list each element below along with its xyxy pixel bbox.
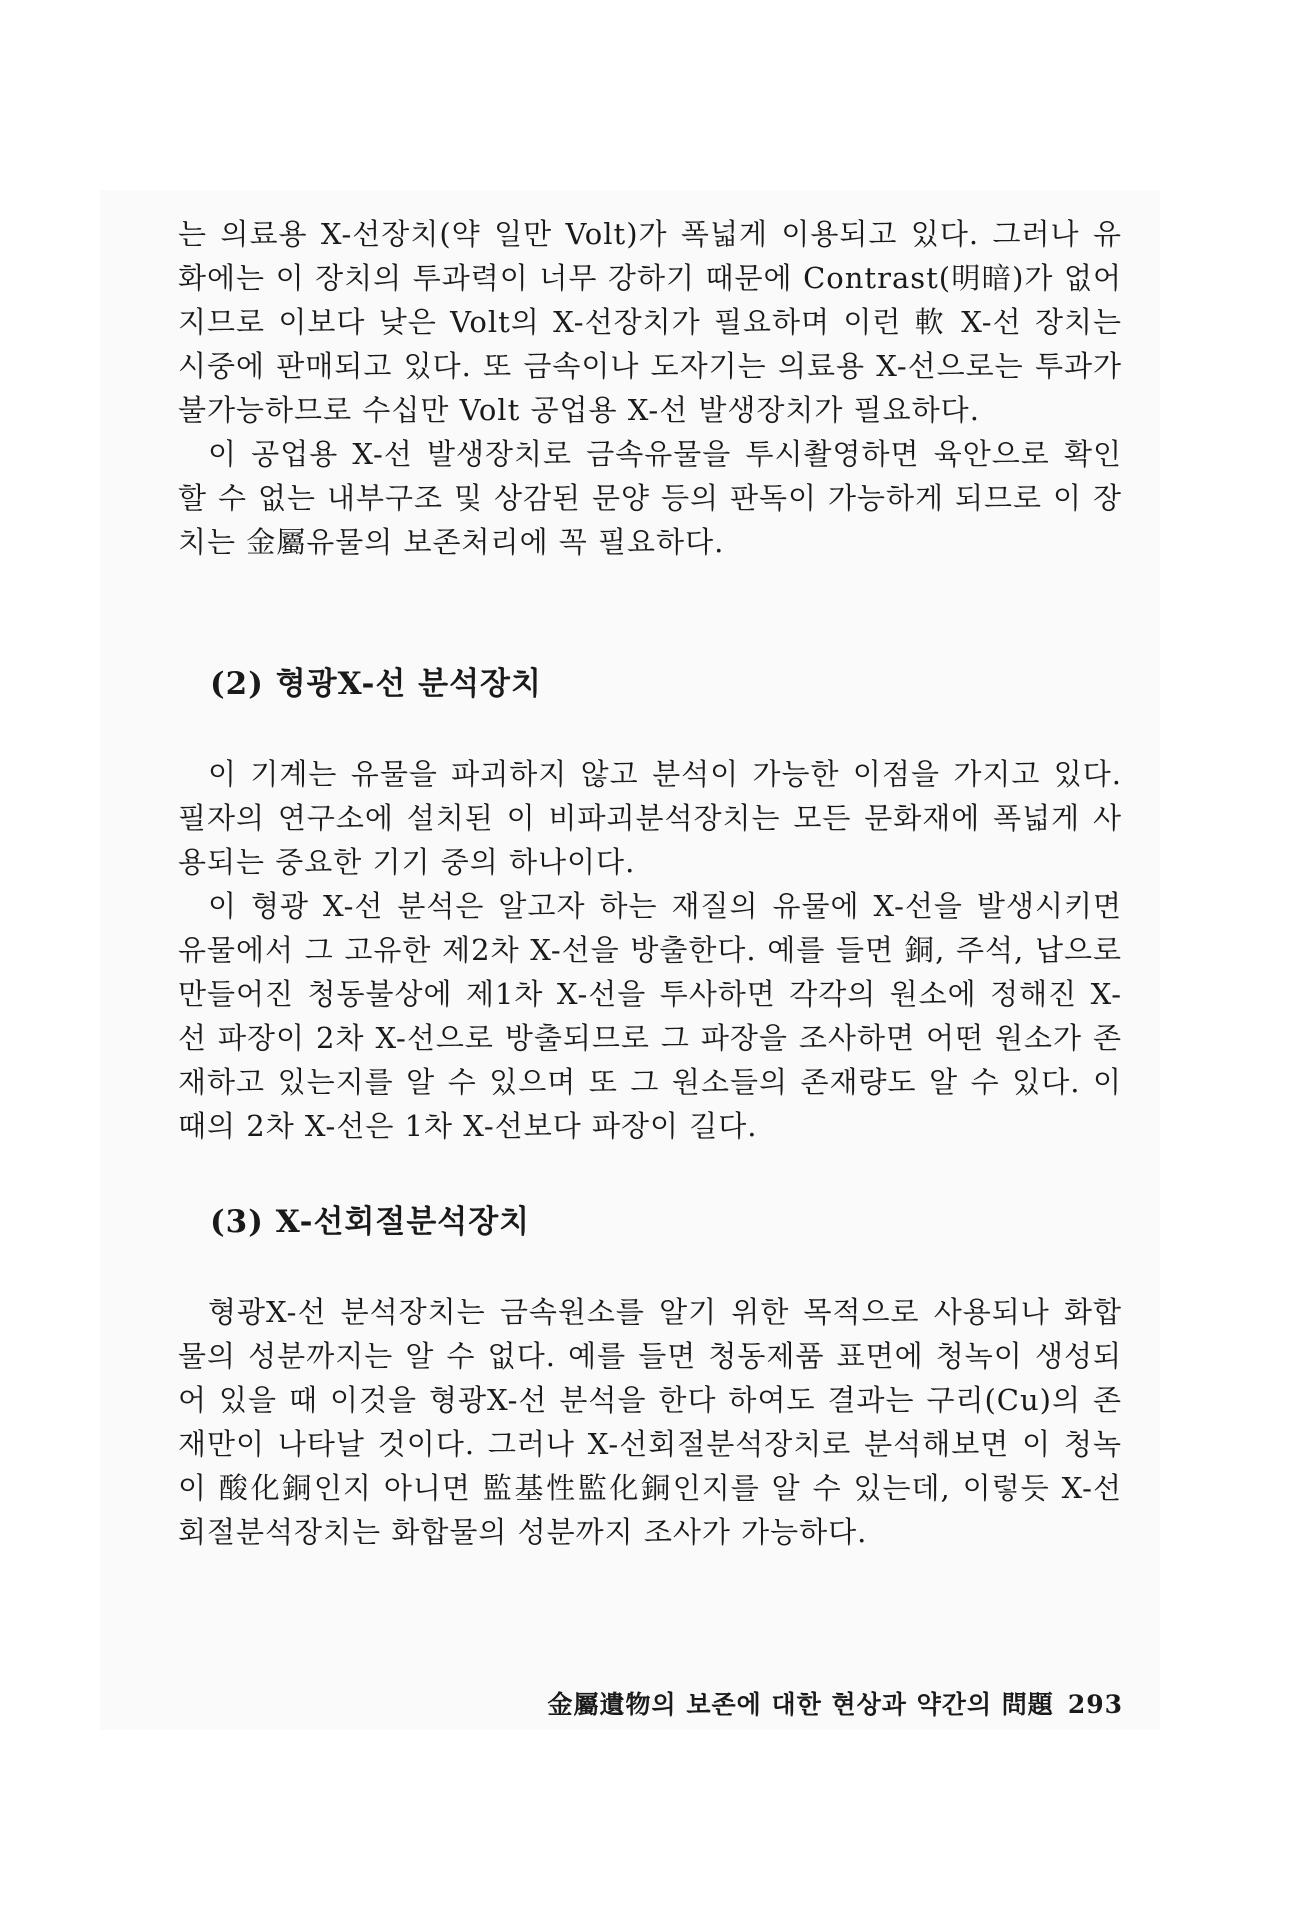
paragraph-diffraction: 형광X-선 분석장치는 금속원소를 알기 위한 목적으로 사용되나 화합물의 성분까지는 알 수 없다. 예를 들면 청동제품 표면에 청녹이 생성되어 있을 때 이것을 형광X-선 분석을 한다 하여도 결과는 구리(Cu)의 존재만이 나타날 것이다. 그러나 X-선회절분석장치로 분석해보면 이 청녹이 酸化銅인지 아니면 監基性監化銅인지를 알 수 있는데, 이렇듯 X-선 회절분석장치는 화합물의 성분까지 조사가 가능하다.	[178, 1295, 1122, 1549]
paragraph-industrial-xray: 이 공업용 X-선 발생장치로 금속유물을 투시촬영하면 육안으로 확인할 수 없는 내부구조 및 상감된 문양 등의 판독이 가능하게 되므로 이 장치는 金屬유물의 보존처리에 꼭 필요하다.	[178, 437, 1122, 559]
running-title: 金屬遺物의 보존에 대한 현상과 약간의 問題	[547, 1690, 1054, 1719]
paragraph-block-1	[178, 212, 1122, 564]
paragraph-block-3	[178, 1290, 1122, 1554]
section-heading-fluorescence-xray: (2) 형광X-선 분석장치	[210, 666, 542, 702]
section-heading-xray-diffraction: (3) X-선회절분석장치	[210, 1204, 531, 1240]
paragraph-fluorescence-principle: 이 형광 X-선 분석은 알고자 하는 재질의 유물에 X-선을 발생시키면 유물에서 그 고유한 제2차 X-선을 방출한다. 예를 들면 銅, 주석, 납으로 만들어진 청동불상에 제1차 X-선을 투사하면 각각의 원소에 정해진 X-선 파장이 2차 X-선으로 방출되므로 그 파장을 조사하면 어떤 원소가 존재하고 있는지를 알 수 있으며 또 그 원소들의 존재량도 알 수 있다. 이때의 2차 X-선은 1차 X-선보다 파장이 길다.	[178, 889, 1122, 1143]
page-number: 293	[1067, 1690, 1123, 1719]
page-footer	[547, 1688, 1123, 1722]
paragraph-xray-medical: 는 의료용 X-선장치(약 일만 Volt)가 폭넓게 이용되고 있다. 그러나 유화에는 이 장치의 투과력이 너무 강하기 때문에 Contrast(明暗)가 없어지므로 이보다 낮은 Volt의 X-선장치가 필요하며 이런 軟 X-선 장치는 시중에 판매되고 있다. 또 금속이나 도자기는 의료용 X-선으로는 투과가 불가능하므로 수십만 Volt 공업용 X-선 발생장치가 필요하다.	[178, 217, 1122, 427]
paragraph-block-2	[178, 752, 1122, 1148]
paragraph-nondestructive: 이 기계는 유물을 파괴하지 않고 분석이 가능한 이점을 가지고 있다. 필자의 연구소에 설치된 이 비파괴분석장치는 모든 문화재에 폭넓게 사용되는 중요한 기기 중의 하나이다.	[178, 757, 1122, 879]
